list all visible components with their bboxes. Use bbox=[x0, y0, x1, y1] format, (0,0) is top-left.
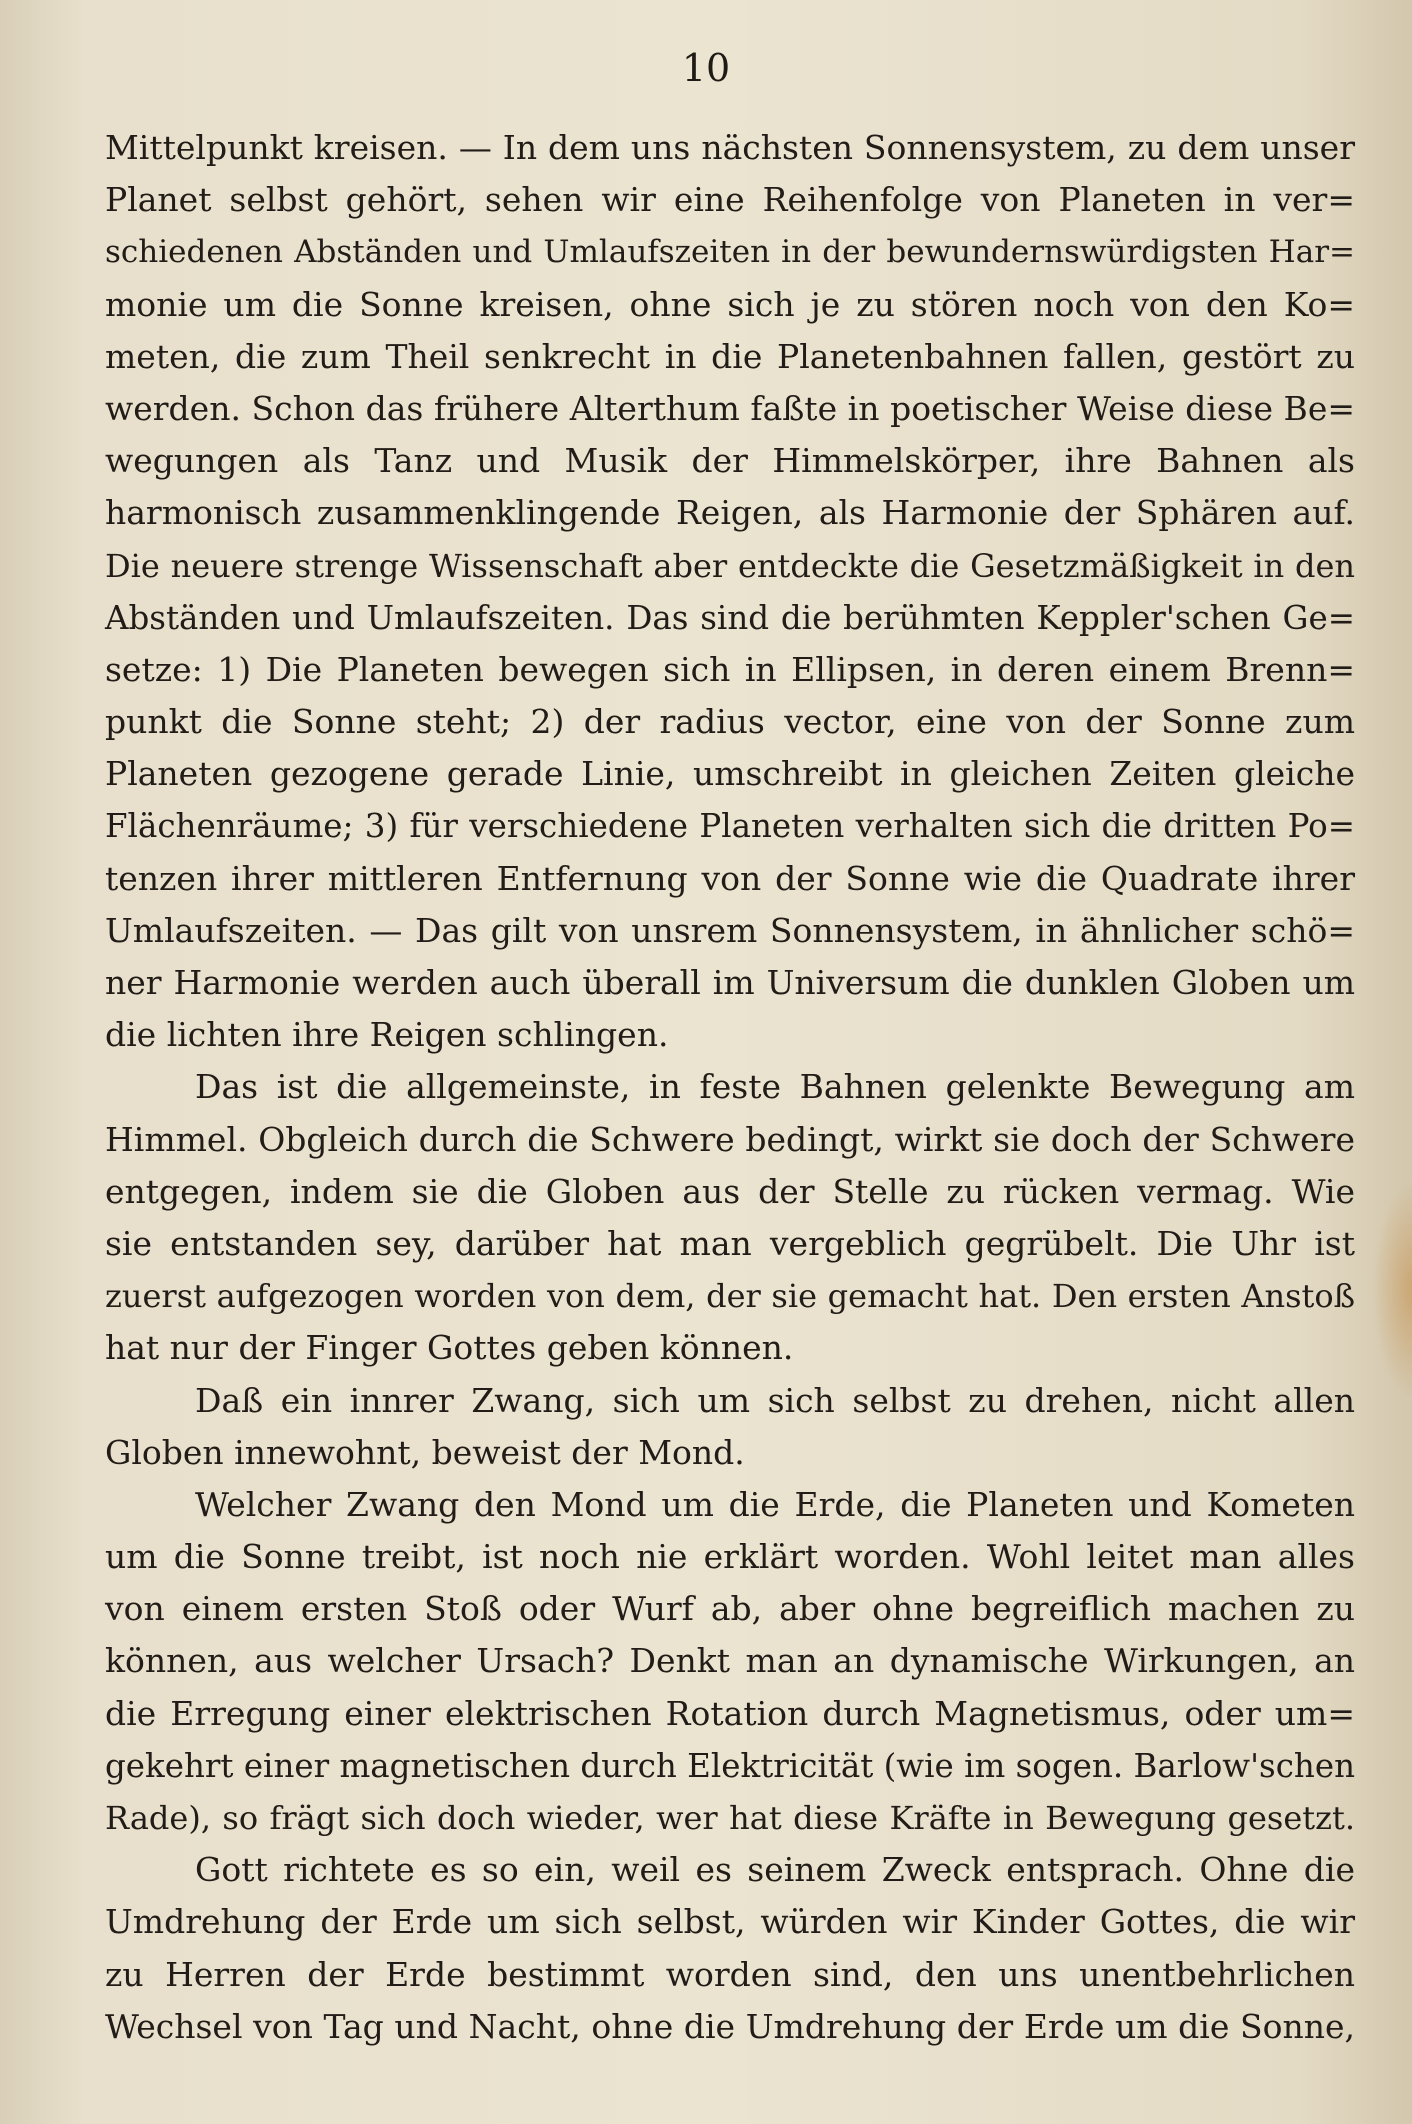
text-line: können, aus welcher Ursach? Denkt man an dynamische Wirkungen, an bbox=[105, 1641, 1355, 1681]
text-line: um die Sonne treibt, ist noch nie erklärt worden. Wohl leitet man alles bbox=[105, 1537, 1355, 1577]
text-line: entgegen, indem sie die Globen aus der Stelle zu rücken vermag. Wie bbox=[105, 1171, 1355, 1211]
text-line: zuerst aufgezogen worden von dem, der sie gemacht hat. Den ersten Anstoß bbox=[105, 1277, 1355, 1316]
text-line: Rade), so frägt sich doch wieder, wer hat diese Kräfte in Bewegung gesetzt. bbox=[105, 1799, 1355, 1837]
text-line: Flächenräume; 3) für verschiedene Planeten verhalten sich die dritten Po= bbox=[105, 807, 1355, 846]
text-line: punkt die Sonne steht; 2) der radius vector, eine von der Sonne zum bbox=[105, 702, 1355, 742]
text-line: meten, die zum Theil senkrecht in die Planetenbahnen fallen, gestört zu bbox=[105, 336, 1355, 376]
text-line: monie um die Sonne kreisen, ohne sich je zu stören noch von den Ko= bbox=[105, 284, 1355, 324]
text-line: Mittelpunkt kreisen. — In dem uns nächsten Sonnensystem, zu dem unser bbox=[105, 128, 1355, 167]
page-number: 10 bbox=[681, 46, 731, 90]
text-line: Umdrehung der Erde um sich selbst, würden wir Kinder Gottes, die wir bbox=[105, 1902, 1355, 1942]
text-line: die lichten ihre Reigen schlingen. bbox=[105, 1015, 669, 1055]
text-line: ner Harmonie werden auch überall im Universum die dunklen Globen um bbox=[105, 963, 1355, 1002]
text-line: Himmel. Obgleich durch die Schwere bedingt, wirkt sie doch der Schwere bbox=[105, 1119, 1355, 1159]
text-line: Abständen und Umlaufszeiten. Das sind die berühmten Keppler'schen Ge= bbox=[105, 598, 1355, 637]
text-line: Planeten gezogene gerade Linie, umschreibt in gleichen Zeiten gleiche bbox=[105, 754, 1355, 794]
text-line: Gott richtete es so ein, weil es seinem Zweck entsprach. Ohne die bbox=[195, 1850, 1355, 1890]
text-line: tenzen ihrer mittleren Entfernung von der Sonne wie die Quadrate ihrer bbox=[105, 858, 1355, 898]
text-line: Umlaufszeiten. — Das gilt von unsrem Sonnensystem, in ähnlicher schö= bbox=[105, 910, 1355, 950]
text-line: Daß ein innrer Zwang, sich um sich selbst zu drehen, nicht allen bbox=[195, 1380, 1355, 1420]
text-line: Das ist die allgemeinste, in feste Bahnen gelenkte Bewegung am bbox=[195, 1067, 1355, 1107]
text-line: hat nur der Finger Gottes geben können. bbox=[105, 1328, 794, 1368]
text-line: schiedenen Abständen und Umlaufszeiten in der bewundernswürdigsten Har= bbox=[105, 234, 1355, 271]
text-line: Planet selbst gehört, sehen wir eine Reihenfolge von Planeten in ver= bbox=[105, 180, 1355, 220]
text-line: Wechsel von Tag und Nacht, ohne die Umdrehung der Erde um die Sonne, bbox=[105, 2006, 1355, 2046]
text-line: gekehrt einer magnetischen durch Elektricität (wie im sogen. Barlow'schen bbox=[105, 1746, 1355, 1785]
body-text bbox=[105, 122, 1355, 2053]
text-line: die Erregung einer elektrischen Rotation durch Magnetismus, oder um= bbox=[105, 1693, 1355, 1733]
text-line: Die neuere strenge Wissenschaft aber entdeckte die Gesetzmäßigkeit in den bbox=[105, 546, 1355, 585]
text-line: Welcher Zwang den Mond um die Erde, die Planeten und Kometen bbox=[195, 1484, 1355, 1524]
text-line: sie entstanden sey, darüber hat man vergeblich gegrübelt. Die Uhr ist bbox=[105, 1223, 1355, 1263]
text-line: zu Herren der Erde bestimmt worden sind, den uns unentbehrlichen bbox=[105, 1954, 1355, 1994]
text-line: harmonisch zusammenklingende Reigen, als Harmonie der Sphären auf. bbox=[105, 493, 1355, 533]
paper-stain bbox=[1372, 1180, 1412, 1400]
text-line: setze: 1) Die Planeten bewegen sich in Ellipsen, in deren einem Brenn= bbox=[105, 649, 1355, 689]
text-line: wegungen als Tanz und Musik der Himmelskörper, ihre Bahnen als bbox=[105, 441, 1355, 481]
text-line: von einem ersten Stoß oder Wurf ab, aber ohne begreiflich machen zu bbox=[105, 1589, 1355, 1629]
text-line: Globen innewohnt, beweist der Mond. bbox=[105, 1432, 745, 1472]
text-line: werden. Schon das frühere Alterthum faßte in poetischer Weise diese Be= bbox=[105, 388, 1355, 428]
